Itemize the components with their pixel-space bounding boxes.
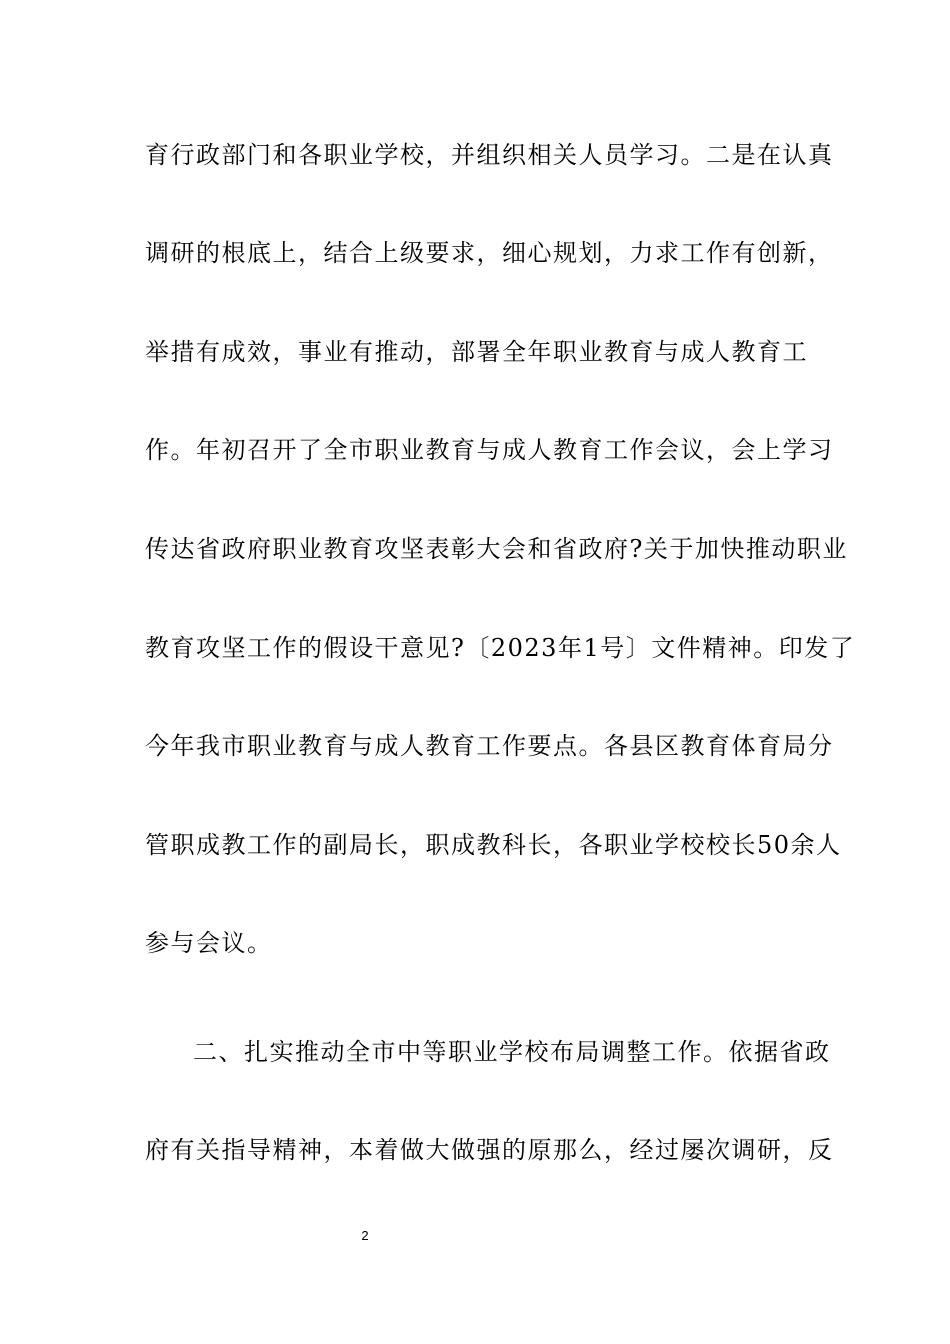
- paragraph-line-9: 参与会议。: [145, 929, 273, 957]
- paragraph-line-2: 调研的根底上，结合上级要求，细心规划，力求工作有创新，: [145, 239, 834, 267]
- paragraph-2-line-1: 二、扎实推动全市中等职业学校布局调整工作。依据省政: [193, 1038, 831, 1066]
- paragraph-line-4: 作。年初召开了全市职业教育与成人教育工作会议，会上学习: [145, 436, 834, 464]
- paragraph-line-6: 教育攻坚工作的假设干意见?〔2023年1号〕文件精神。印发了: [145, 634, 856, 662]
- paragraph-line-5: 传达省政府职业教育攻坚表彰大会和省政府?关于加快推动职业: [145, 535, 848, 563]
- paragraph-line-8: 管职成教工作的副局长，职成教科长，各职业学校校长50余人: [145, 831, 842, 859]
- page-number: 2: [361, 1228, 369, 1243]
- paragraph-line-3: 举措有成效，事业有推动，部署全年职业教育与成人教育工: [145, 338, 808, 366]
- paragraph-line-1: 育行政部门和各职业学校，并组织相关人员学习。二是在认真: [145, 141, 834, 169]
- paragraph-2-line-2: 府有关指导精神，本着做大做强的原那么，经过屡次调研，反: [145, 1136, 834, 1164]
- paragraph-line-7: 今年我市职业教育与成人教育工作要点。各县区教育体育局分: [145, 732, 834, 760]
